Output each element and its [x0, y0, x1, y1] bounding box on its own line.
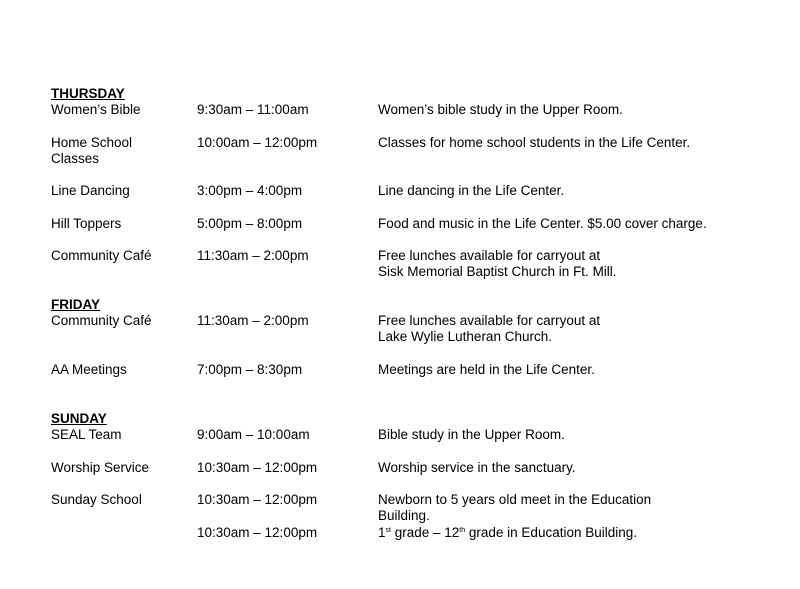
event-description-continued: Building.	[378, 508, 430, 523]
event-description	[378, 524, 637, 541]
event-name: AA Meetings	[51, 362, 127, 377]
event-description: Free lunches available for carryout at	[378, 313, 601, 328]
event-name-continued: Classes	[51, 151, 100, 166]
event-time: 9:30am – 11:00am	[197, 102, 309, 117]
event-time: 5:00pm – 8:00pm	[197, 216, 303, 231]
grade-from-suffix: st	[385, 527, 391, 534]
event-time: 7:00pm – 8:30pm	[197, 362, 303, 377]
grade-from-number: 1	[378, 525, 386, 540]
event-time: 9:00am – 10:00am	[197, 427, 310, 442]
event-description: Line dancing in the Life Center.	[378, 183, 565, 198]
thursday-heading: THURSDAY	[51, 86, 125, 101]
event-description: Worship service in the sanctuary.	[378, 460, 576, 475]
event-description: Newborn to 5 years old meet in the Education	[378, 492, 652, 507]
grade-rest-text: grade in Education Building.	[465, 525, 638, 540]
event-name: Hill Toppers	[51, 216, 122, 231]
event-name: Sunday School	[51, 492, 142, 507]
event-time: 10:30am – 12:00pm	[197, 460, 318, 475]
event-time: 11:30am – 2:00pm	[197, 248, 309, 263]
sunday-heading: SUNDAY	[51, 411, 107, 426]
event-name: Worship Service	[51, 460, 150, 475]
event-description: Bible study in the Upper Room.	[378, 427, 565, 442]
event-description-continued: Sisk Memorial Baptist Church in Ft. Mill.	[378, 264, 617, 279]
grade-middle-text: grade –	[390, 525, 445, 540]
event-name: Women’s Bible	[51, 102, 141, 117]
event-description-continued: Lake Wylie Lutheran Church.	[378, 329, 552, 344]
event-name: Home School	[51, 135, 133, 150]
event-description: Food and music in the Life Center. $5.00 cover charge.	[378, 216, 707, 231]
grade-to-suffix: th	[459, 527, 466, 534]
event-description: Classes for home school students in the Life Center.	[378, 135, 691, 150]
friday-heading: FRIDAY	[51, 297, 101, 312]
event-name: Community Café	[51, 248, 152, 263]
event-name: Community Café	[51, 313, 152, 328]
event-time: 3:00pm – 4:00pm	[197, 183, 303, 198]
event-description: Women’s bible study in the Upper Room.	[378, 102, 623, 117]
event-time: 10:30am – 12:00pm	[197, 492, 318, 507]
event-name: Line Dancing	[51, 183, 130, 198]
event-time: 10:00am – 12:00pm	[197, 135, 318, 150]
event-time: 11:30am – 2:00pm	[197, 313, 309, 328]
event-description: Free lunches available for carryout at	[378, 248, 601, 263]
grade-to-number: 12	[444, 525, 460, 540]
event-name: SEAL Team	[51, 427, 122, 442]
event-time: 10:30am – 12:00pm	[197, 525, 318, 540]
event-description: Meetings are held in the Life Center.	[378, 362, 595, 377]
